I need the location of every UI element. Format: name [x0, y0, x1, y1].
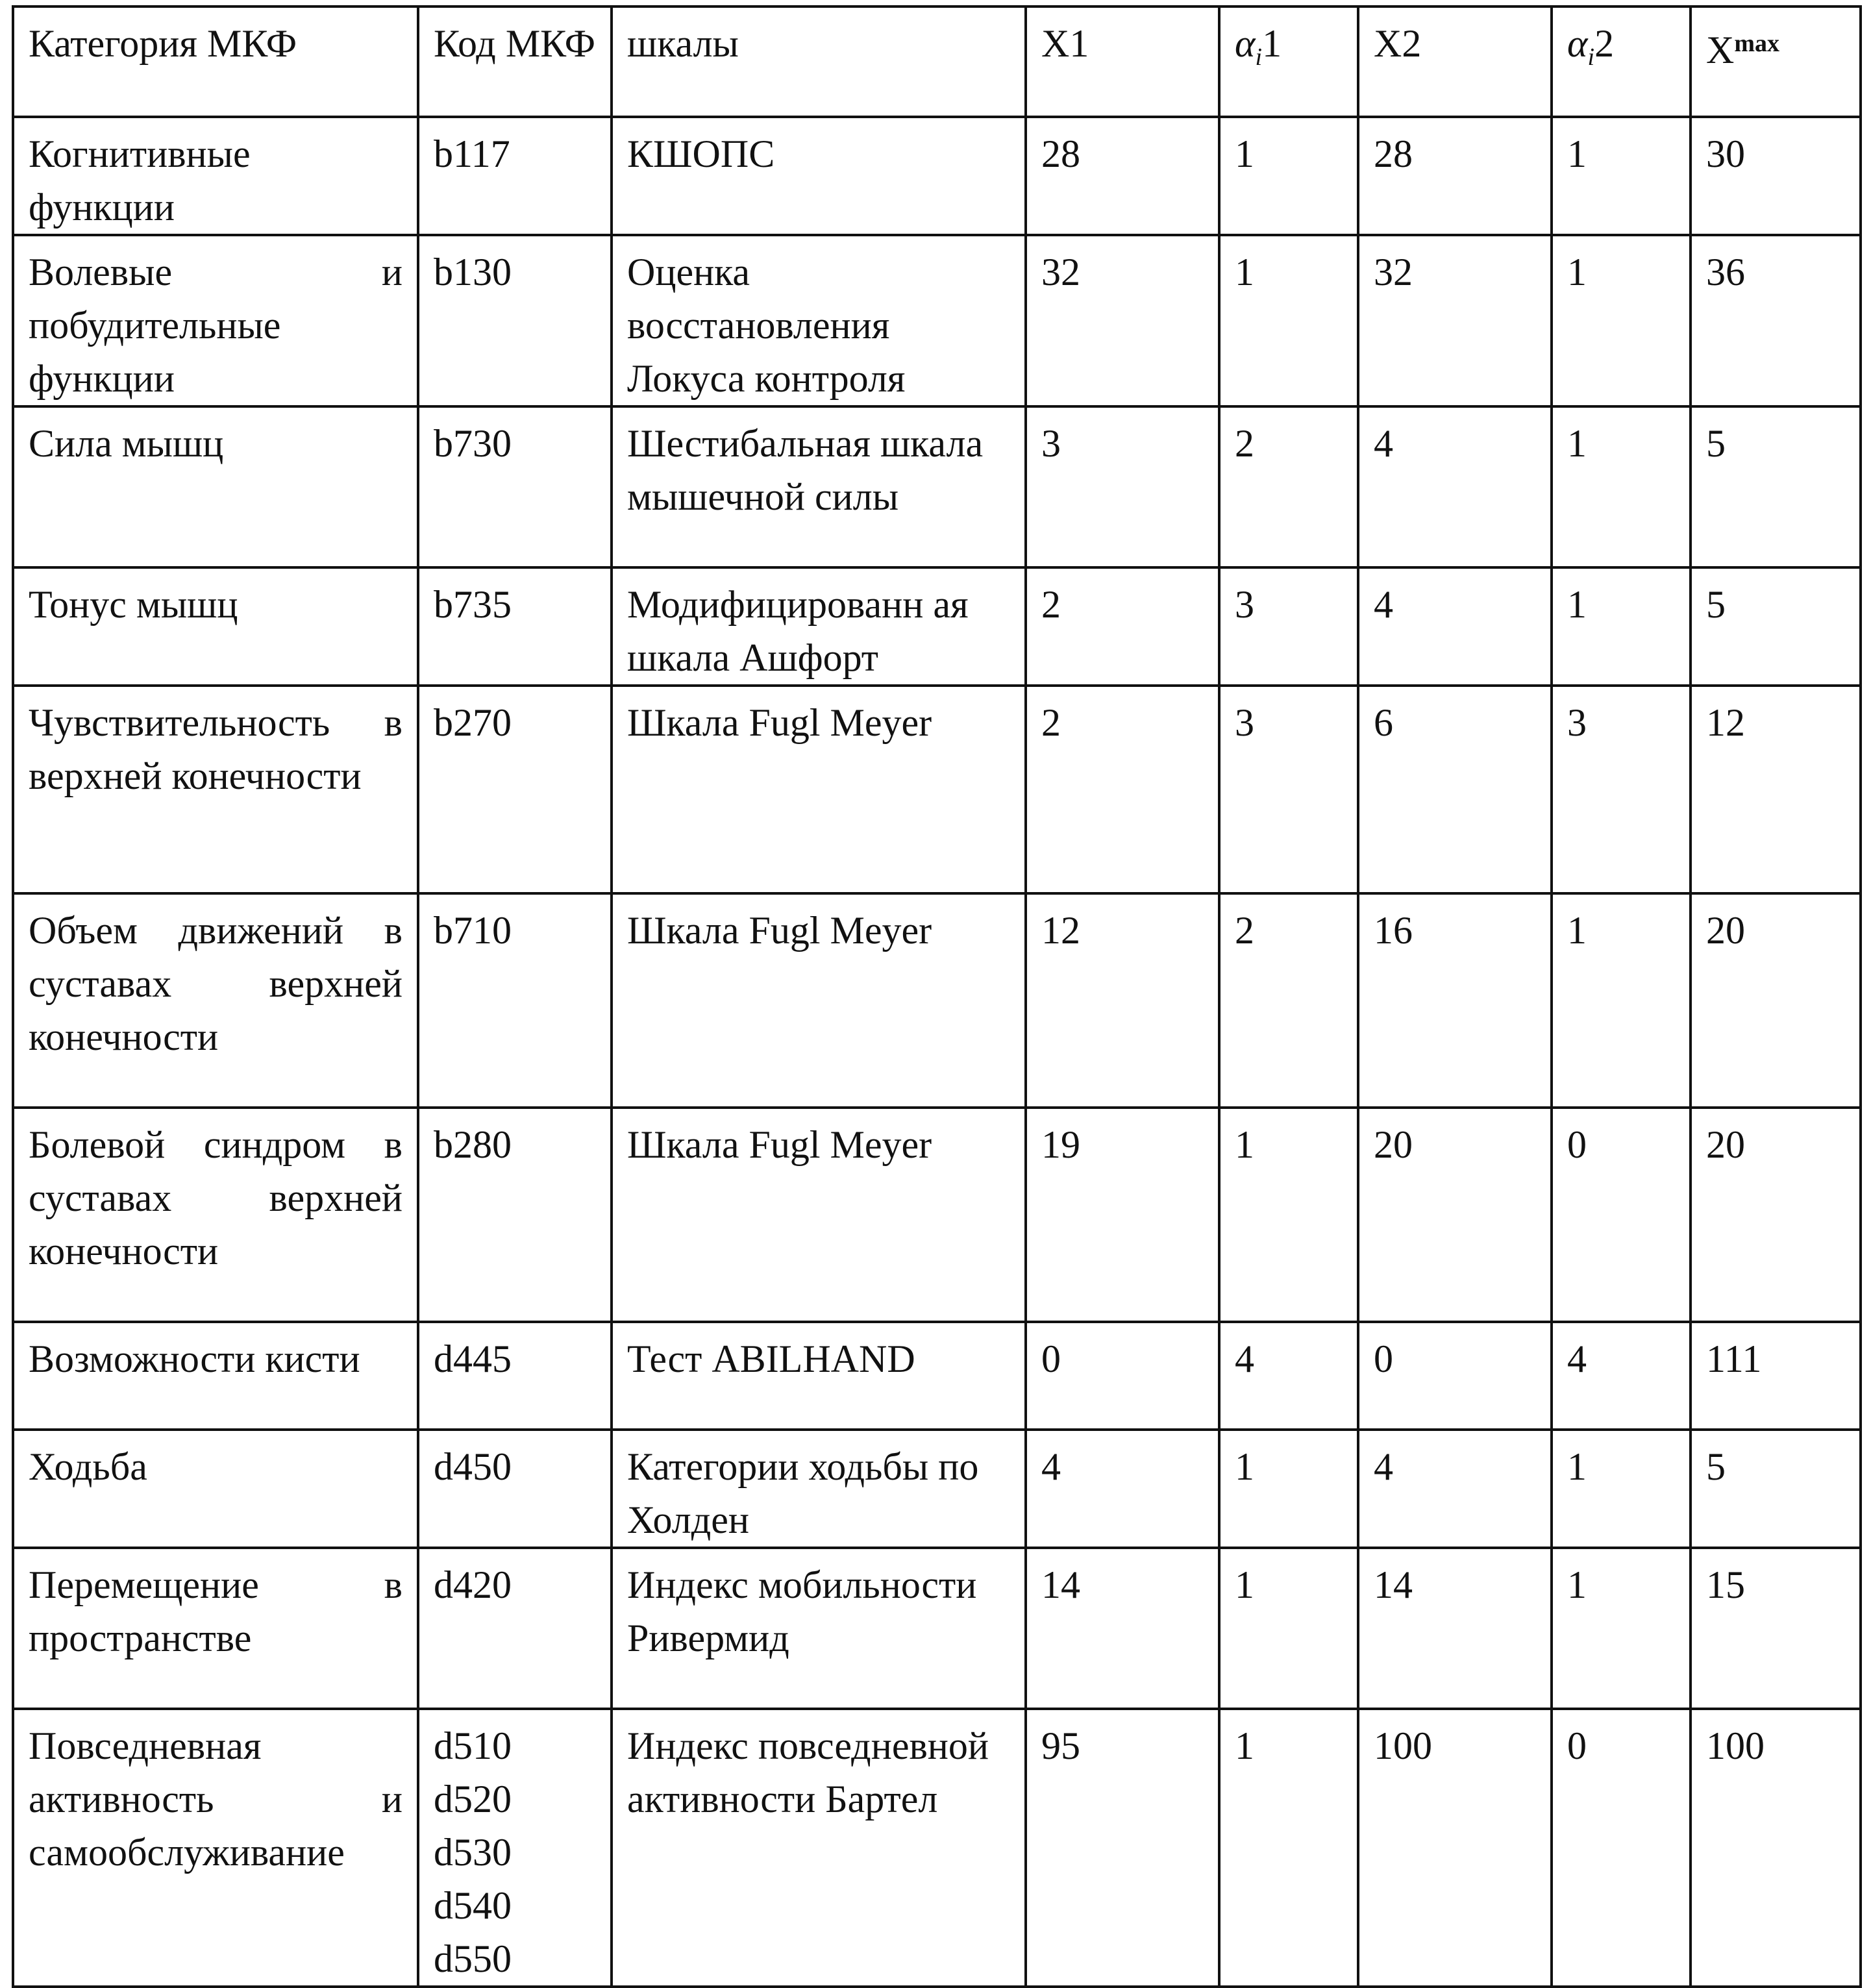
table-row — [13, 893, 1861, 1108]
alpha1-cell: 1 — [1219, 1548, 1358, 1709]
alpha2-cell: 1 — [1552, 235, 1691, 406]
category-cell: Тонус мышц — [13, 567, 418, 686]
x2-cell: 20 — [1358, 1108, 1552, 1322]
x2-cell: 14 — [1358, 1548, 1552, 1709]
x1-cell: 95 — [1026, 1709, 1219, 1987]
xmax-cell: 100 — [1691, 1709, 1861, 1987]
xmax-cell: 111 — [1691, 1322, 1861, 1430]
xmax-cell: 5 — [1691, 1430, 1861, 1548]
table-row — [13, 1322, 1861, 1430]
alpha1-cell: 1 — [1219, 1709, 1358, 1987]
category-cell: Волевые и побудительные функции — [13, 235, 418, 406]
header-x1: X1 — [1026, 6, 1219, 117]
category-cell: Сила мышц — [13, 406, 418, 567]
header-xmax: $X^{max}$ — [1691, 6, 1861, 117]
alpha1-cell: 4 — [1219, 1322, 1358, 1430]
header-code: Код МКФ — [418, 6, 612, 117]
x2-cell: 4 — [1358, 1430, 1552, 1548]
code-cell: b730 — [418, 406, 612, 567]
x2-cell: 0 — [1358, 1322, 1552, 1430]
x1-cell: 32 — [1026, 235, 1219, 406]
alpha1-cell: 1 — [1219, 1430, 1358, 1548]
xmax-cell: 12 — [1691, 686, 1861, 893]
x1-cell: 4 — [1026, 1430, 1219, 1548]
alpha1-cell: 1 — [1219, 117, 1358, 235]
table-row — [13, 406, 1861, 567]
alpha2-cell: 1 — [1552, 1430, 1691, 1548]
xmax-cell: 36 — [1691, 235, 1861, 406]
table-row — [13, 1709, 1861, 1987]
x1-cell: 2 — [1026, 567, 1219, 686]
category-cell: Объем движений в суставах верхней конечности — [13, 893, 418, 1108]
code-cell: b710 — [418, 893, 612, 1108]
x2-cell: 100 — [1358, 1709, 1552, 1987]
code-cell: d445 — [418, 1322, 612, 1430]
category-cell: Перемещение в пространстве — [13, 1548, 418, 1709]
table-row — [13, 1430, 1861, 1548]
xmax-cell: 5 — [1691, 567, 1861, 686]
category-cell: Когнитивные функции — [13, 117, 418, 235]
alpha1-cell: 3 — [1219, 567, 1358, 686]
alpha2-cell: 0 — [1552, 1108, 1691, 1322]
header-alpha1: $\alpha_i1$ — [1219, 6, 1358, 117]
code-cell: b117 — [418, 117, 612, 235]
alpha1-cell: 2 — [1219, 893, 1358, 1108]
xmax-cell: 20 — [1691, 893, 1861, 1108]
table-row — [13, 117, 1861, 235]
x2-cell: 4 — [1358, 567, 1552, 686]
code-cell: d450 — [418, 1430, 612, 1548]
table-row — [13, 686, 1861, 893]
scale-cell: Шкала Fugl Meyer — [612, 1108, 1026, 1322]
code-cell: b735 — [418, 567, 612, 686]
code-line: d550 — [434, 1937, 512, 1980]
alpha2-cell: 1 — [1552, 893, 1691, 1108]
scale-cell: Шестибальная шкала мышечной силы — [612, 406, 1026, 567]
alpha2-cell: 3 — [1552, 686, 1691, 893]
table-row — [13, 1108, 1861, 1322]
alpha2-cell: 1 — [1552, 406, 1691, 567]
category-cell: Ходьба — [13, 1430, 418, 1548]
code-cell: b280 — [418, 1108, 612, 1322]
alpha2-cell: 0 — [1552, 1709, 1691, 1987]
x1-cell: 3 — [1026, 406, 1219, 567]
scale-cell: Шкала Fugl Meyer — [612, 893, 1026, 1108]
header-category: Категория МКФ — [13, 6, 418, 117]
x2-cell: 6 — [1358, 686, 1552, 893]
x2-cell: 4 — [1358, 406, 1552, 567]
x1-cell: 0 — [1026, 1322, 1219, 1430]
alpha2-cell: 4 — [1552, 1322, 1691, 1430]
x1-cell: 19 — [1026, 1108, 1219, 1322]
scale-cell: Оценка восстановления Локуса контроля — [612, 235, 1026, 406]
code-cell — [418, 1709, 612, 1987]
code-line: d520 — [434, 1778, 512, 1820]
scale-cell: Индекс повседневной активности Бартел — [612, 1709, 1026, 1987]
x1-cell: 14 — [1026, 1548, 1219, 1709]
category-cell: Чувствительность в верхней конечности — [13, 686, 418, 893]
icf-scales-table — [12, 5, 1862, 1988]
alpha1-cell: 2 — [1219, 406, 1358, 567]
alpha1-cell: 1 — [1219, 1108, 1358, 1322]
x2-cell: 16 — [1358, 893, 1552, 1108]
code-line: d530 — [434, 1831, 512, 1874]
x1-cell: 28 — [1026, 117, 1219, 235]
table-row — [13, 235, 1861, 406]
header-x2: X2 — [1358, 6, 1552, 117]
scale-cell: Категории ходьбы по Холден — [612, 1430, 1026, 1548]
x2-cell: 32 — [1358, 235, 1552, 406]
x2-cell: 28 — [1358, 117, 1552, 235]
header-scale: шкалы — [612, 6, 1026, 117]
alpha2-cell: 1 — [1552, 117, 1691, 235]
alpha1-cell: 3 — [1219, 686, 1358, 893]
x1-cell: 12 — [1026, 893, 1219, 1108]
xmax-cell: 20 — [1691, 1108, 1861, 1322]
alpha1-cell: 1 — [1219, 235, 1358, 406]
scale-cell: Индекс мобильности Ривермид — [612, 1548, 1026, 1709]
scale-cell: КШОПС — [612, 117, 1026, 235]
scale-cell: Модифицированн ая шкала Ашфорт — [612, 567, 1026, 686]
xmax-cell: 15 — [1691, 1548, 1861, 1709]
header-row — [13, 6, 1861, 117]
alpha2-cell: 1 — [1552, 1548, 1691, 1709]
category-cell: Возможности кисти — [13, 1322, 418, 1430]
code-cell: d420 — [418, 1548, 612, 1709]
category-cell: Болевой синдром в суставах верхней конечности — [13, 1108, 418, 1322]
code-line: d510 — [434, 1724, 512, 1767]
table-row — [13, 567, 1861, 686]
scale-cell: Тест ABILHAND — [612, 1322, 1026, 1430]
scale-cell: Шкала Fugl Meyer — [612, 686, 1026, 893]
header-alpha2: $\alpha_i2$ — [1552, 6, 1691, 117]
code-cell: b270 — [418, 686, 612, 893]
alpha2-cell: 1 — [1552, 567, 1691, 686]
category-cell: Повседневная активность и самообслуживание — [13, 1709, 418, 1987]
code-cell: b130 — [418, 235, 612, 406]
table-row — [13, 1548, 1861, 1709]
x1-cell: 2 — [1026, 686, 1219, 893]
code-line: d540 — [434, 1884, 512, 1927]
xmax-cell: 5 — [1691, 406, 1861, 567]
xmax-cell: 30 — [1691, 117, 1861, 235]
